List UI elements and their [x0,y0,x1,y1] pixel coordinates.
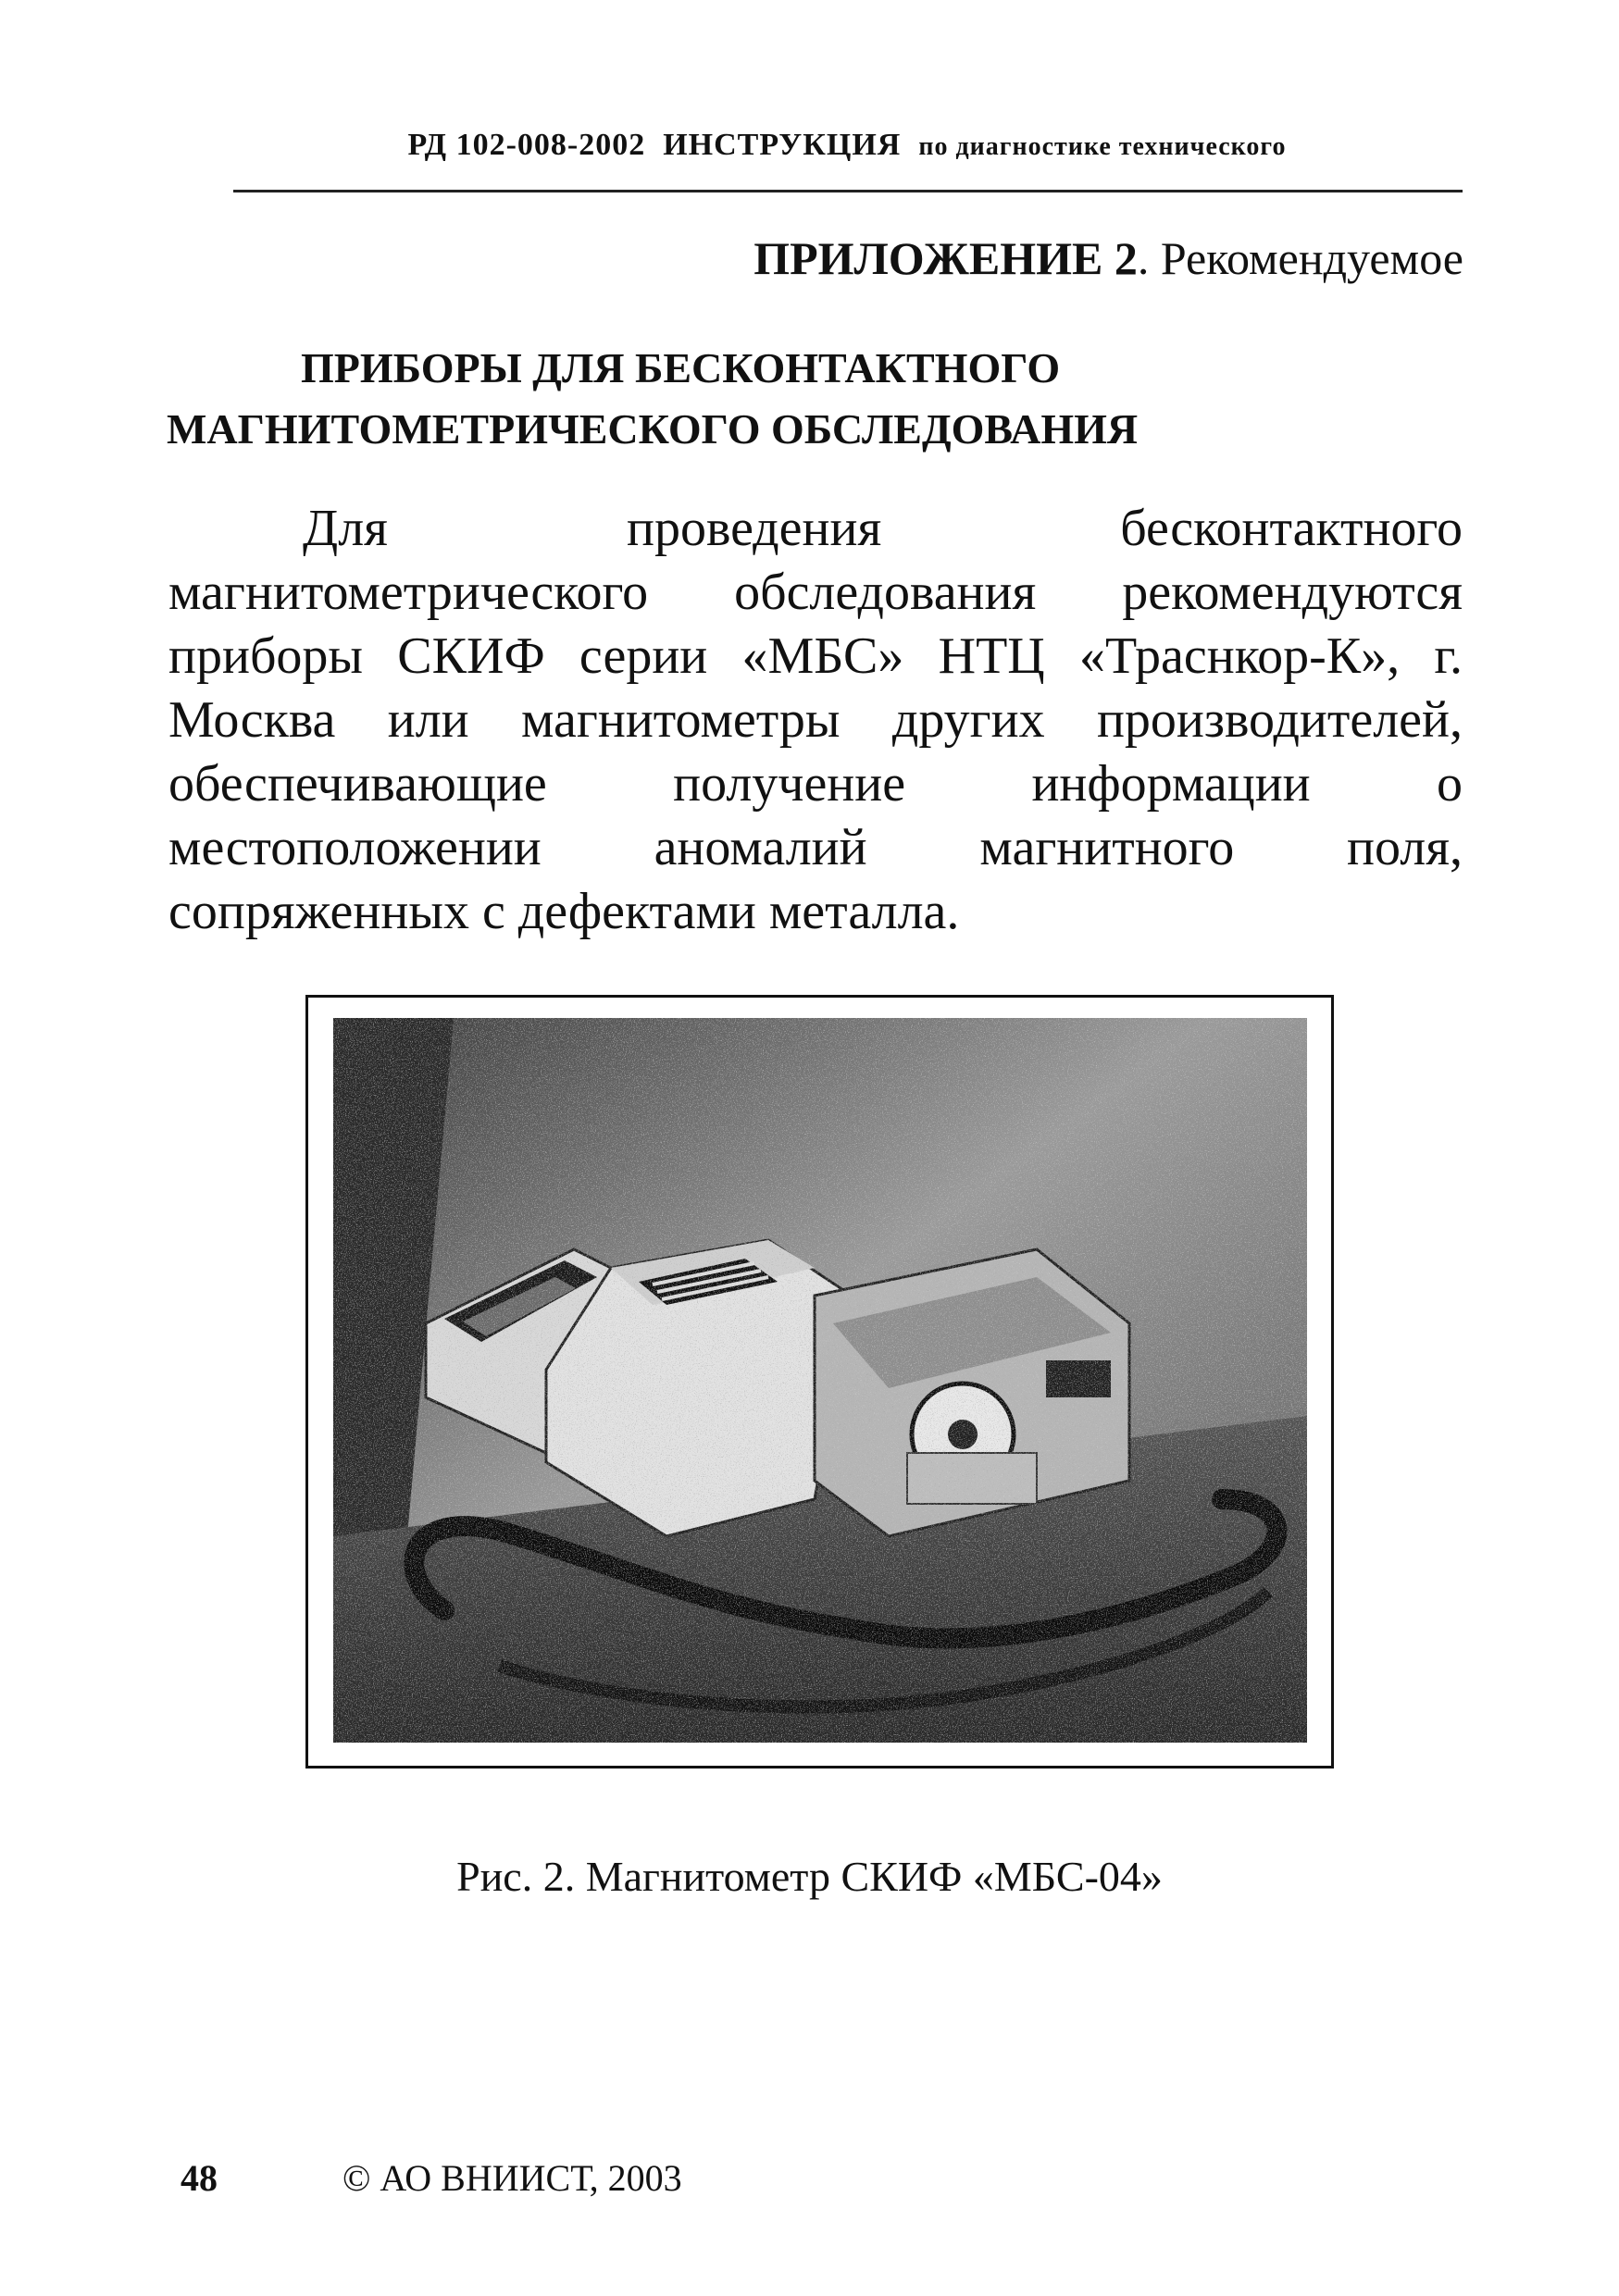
footer-copyright: © АО ВНИИСТ, 2003 [342,2157,682,2199]
body-paragraph-rest: магнитометрического обследования рекомендуются приборы СКИФ серии «МБС» НТЦ «Траснкор-К», г. Москва или магнитометры других производителей, обеспечивающие получение информации о местоположении аномалий магнитного поля, сопряженных с дефектами металла. [168,564,1463,940]
body-paragraph [168,497,1463,944]
header-rest: по диагностике технического [918,132,1287,161]
appendix-label [753,231,1463,285]
figure-caption: Рис. 2. Магнитометр СКИФ «МБС-04» [456,1853,1163,1900]
magnetometer-photo [333,1018,1307,1743]
section-title-line-2: МАГНИТОМЕТРИЧЕСКОГО ОБСЛЕДОВАНИЯ [167,405,1139,453]
header-doc-code: РД 102-008-2002 [407,128,646,162]
running-header [231,128,1463,163]
header-divider [233,190,1463,192]
figure-frame [305,995,1334,1769]
section-title-line-1: ПРИБОРЫ ДЛЯ БЕСКОНТАКТНОГО [301,344,1061,391]
section-title [167,338,1370,460]
body-paragraph-first-line: Для проведения бесконтактного [303,500,1463,557]
page-number: 48 [181,2157,218,2199]
appendix-label-bold: ПРИЛОЖЕНИЕ 2 [753,232,1138,284]
appendix-label-rest: . Рекомендуемое [1137,232,1463,284]
header-instruction: ИНСТРУКЦИЯ [663,128,902,162]
